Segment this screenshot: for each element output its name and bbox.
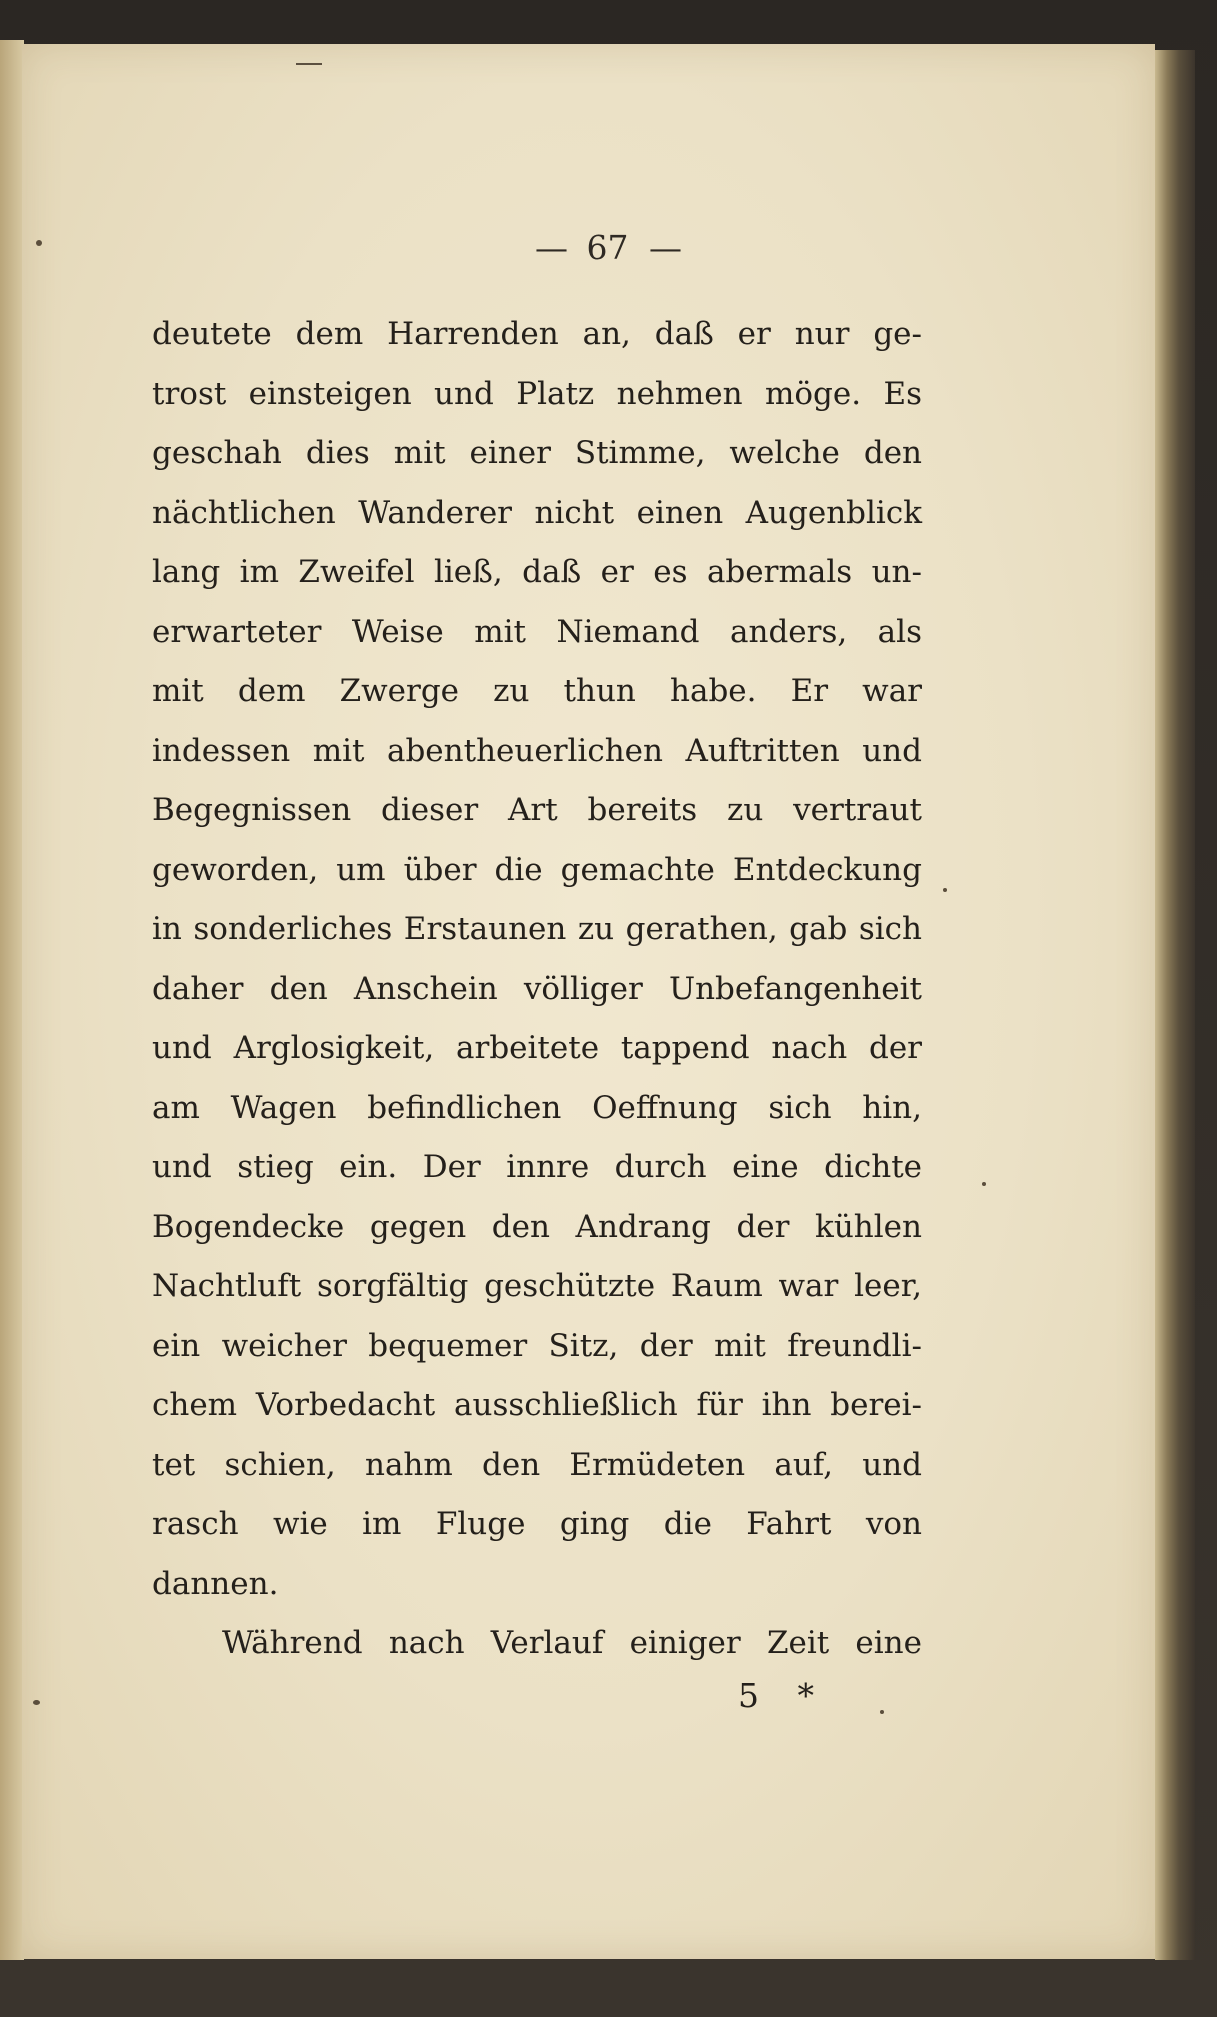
paper-speck — [982, 1182, 986, 1186]
text-line: und Arglosigkeit, arbeitete tappend nach der — [152, 1030, 922, 1066]
text-line: Nachtluft sorgfältig geschützte Raum war leer, — [152, 1268, 922, 1304]
header-dash-right: — — [649, 228, 682, 267]
text-line: deutete dem Harrenden an, daß er nur ge- — [152, 316, 922, 352]
page-stack-edge — [1155, 50, 1195, 1960]
text-line: indessen mit abentheuerlichen Auftritten und — [152, 732, 922, 769]
text-line: tet schien, nahm den Ermüdeten auf, und — [152, 1446, 922, 1483]
page-number: 67 — [586, 228, 629, 267]
page-header — [0, 228, 1217, 278]
paper-speck — [33, 1700, 40, 1705]
text-line: Begegnissen dieser Art bereits zu vertraut — [152, 792, 922, 828]
header-dash-left: — — [535, 228, 568, 267]
text-line: in sonderliches Erstaunen zu gerathen, gab sich — [152, 911, 922, 947]
text-line: lang im Zweifel ließ, daß er es abermals un- — [152, 554, 922, 590]
text-line: erwarteter Weise mit Niemand anders, als — [152, 613, 922, 650]
text-line: Bogendecke gegen den Andrang der kühlen — [152, 1208, 922, 1245]
text-line: am Wagen befindlichen Oeffnung sich hin, — [152, 1089, 922, 1126]
text-line: trost einsteigen und Platz nehmen möge. Es — [152, 375, 922, 412]
text-line: geschah dies mit einer Stimme, welche den — [152, 435, 922, 471]
text-line: dannen. — [152, 1565, 279, 1602]
paper-speck — [36, 240, 42, 246]
text-line: chem Vorbedacht ausschließlich für ihn berei- — [152, 1387, 922, 1423]
paragraph-start-line: Während nach Verlauf einiger Zeit eine — [222, 1625, 922, 1661]
signature-mark: 5 * — [738, 1676, 828, 1715]
binding-edge — [0, 40, 24, 1960]
text-line: mit dem Zwerge zu thun habe. Er war — [152, 673, 922, 709]
text-line: und stieg ein. Der innre durch eine dichte — [152, 1149, 922, 1185]
body-text — [152, 305, 922, 1674]
top-rule — [296, 63, 322, 65]
text-line: rasch wie im Fluge ging die Fahrt von — [152, 1506, 922, 1542]
text-line: ein weicher bequemer Sitz, der mit freundli- — [152, 1327, 922, 1364]
paper-speck — [943, 888, 947, 892]
text-line: geworden, um über die gemachte Entdeckung — [152, 851, 922, 888]
text-line: daher den Anschein völliger Unbefangenheit — [152, 970, 922, 1007]
text-line: nächtlichen Wanderer nicht einen Augenblick — [152, 494, 922, 531]
paper-speck — [880, 1710, 884, 1714]
